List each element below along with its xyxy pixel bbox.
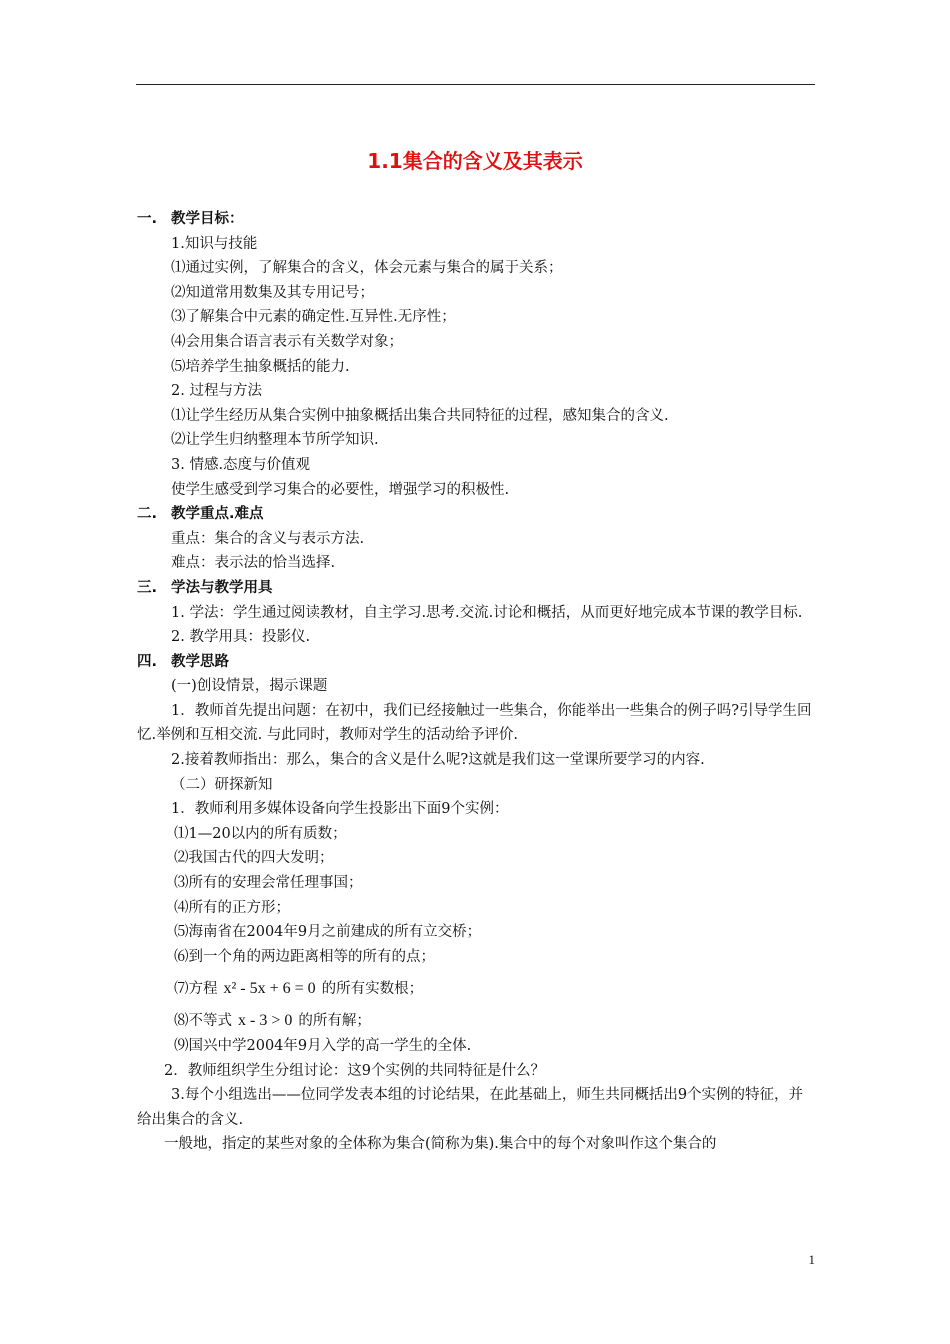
text-line: (一)创设情景，揭示课题	[171, 678, 328, 695]
text-line: 1．教师利用多媒体设备向学生投影出下面9个实例：	[171, 801, 509, 818]
text-paragraph: 1．教师首先提出问题：在初中，我们已经接触过一些集合，你能举出一些集合的例子吗?引导学生回忆.举例和互相交流. 与此同时，教师对学生的活动给予评价.	[137, 702, 812, 744]
text-line: 2. 过程与方法	[171, 383, 262, 400]
header-rule	[136, 84, 815, 85]
inequality: x - 3 > 0	[238, 1012, 293, 1030]
text-paragraph: 1. 学法：学生通过阅读教材，自主学习.思考.交流.讨论和概括，从而更好地完成本节课的教学目标.	[171, 604, 803, 621]
text-line: 难点：表示法的恰当选择.	[171, 555, 336, 572]
text-line: ⑵让学生归纳整理本节所学知识.	[171, 432, 379, 449]
text-paragraph: 3.每个小组选出——位同学发表本组的讨论结果，在此基础上，师生共同概括出9个实例的特征，并给出集合的含义.	[137, 1087, 804, 1128]
document-body	[137, 207, 815, 1157]
text-line: ⑵知道常用数集及其专用记号；	[171, 284, 374, 301]
text-line: 一般地，指定的某些对象的全体称为集合(简称为集).集合中的每个对象叫作这个集合的	[164, 1136, 717, 1153]
text-line: ⑸培养学生抽象概括的能力.	[171, 358, 350, 375]
text-line: 2．教师组织学生分组讨论：这9个实例的共同特征是什么？	[164, 1062, 545, 1079]
page-number: 1	[808, 1252, 815, 1267]
text-line: 2. 教学用具：投影仪.	[171, 629, 311, 646]
example-item: ⑻不等式 x - 3 > 0 的所有解；	[137, 1009, 815, 1034]
section-heading: 三. 学法与教学用具	[137, 579, 273, 596]
text-line: 2.接着教师指出：那么，集合的含义是什么呢?这就是我们这一堂课所要学习的内容.	[171, 752, 705, 769]
text-line: ⑷会用集合语言表示有关数学对象；	[171, 333, 403, 350]
equation: x² - 5x + 6 = 0	[223, 980, 316, 998]
section-heading: 二. 教学重点.难点	[137, 506, 264, 523]
section-heading: 一. 教学目标：	[137, 211, 244, 227]
example-item: ⑶所有的安理会常任理事国；	[174, 875, 363, 892]
text-line: （二）研探新知	[171, 776, 273, 793]
text-line: ⑴让学生经历从集合实例中抽象概括出集合共同特征的过程，感知集合的含义.	[171, 407, 669, 424]
example-item: ⑴1—20以内的所有质数；	[174, 825, 347, 842]
section-heading: 四. 教学思路	[137, 653, 229, 670]
text-line: ⑶了解集合中元素的确定性.互异性.无序性；	[171, 309, 456, 326]
text-line: 使学生感受到学习集合的必要性，增强学习的积极性.	[171, 481, 510, 498]
text-line: 3. 情感.态度与价值观	[171, 456, 311, 473]
text-line: ⑴通过实例，了解集合的含义，体会元素与集合的属于关系；	[171, 260, 563, 277]
example-item: ⑸海南省在2004年9月之前建成的所有立交桥；	[174, 924, 482, 941]
text-line: 1.知识与技能	[171, 235, 258, 252]
example-item: ⑺方程 x² - 5x + 6 = 0 的所有实数根；	[137, 969, 815, 1009]
document-title: 1.1集合的含义及其表示	[367, 149, 583, 173]
text-line: 重点：集合的含义与表示方法.	[171, 530, 365, 547]
example-item: ⑷所有的正方形；	[174, 899, 290, 916]
example-item: ⑼国兴中学2004年9月入学的高一学生的全体.	[174, 1038, 472, 1054]
example-item: ⑹到一个角的两边距离相等的所有的点；	[174, 948, 435, 965]
example-item: ⑵我国古代的四大发明；	[174, 850, 334, 867]
